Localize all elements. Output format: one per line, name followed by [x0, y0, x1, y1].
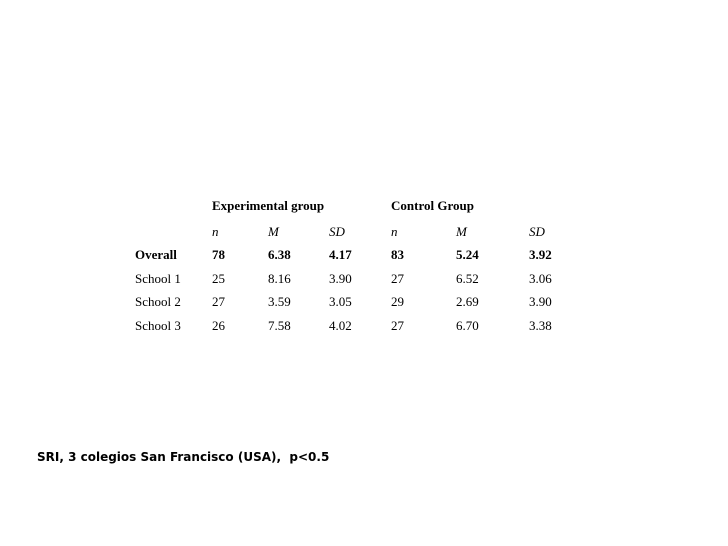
column-header: n	[212, 224, 219, 239]
table-cell: 25	[212, 271, 225, 286]
table-cell: 29	[391, 294, 404, 309]
group-header-experimental: Experimental group	[212, 198, 325, 213]
table-cell: 27	[391, 318, 404, 333]
table-cell: 27	[212, 294, 225, 309]
row-label: School 2	[135, 294, 181, 309]
table-cell: 4.02	[329, 318, 352, 333]
table-cell: 3.90	[529, 294, 552, 309]
table-cell: 78	[212, 247, 225, 262]
source-footnote: SRI, 3 colegios San Francisco (USA), p<0.5	[37, 450, 330, 464]
table-cell: 2.69	[456, 294, 479, 309]
table-cell: 4.17	[329, 247, 352, 262]
column-header: SD	[329, 224, 345, 239]
table-cell: 3.05	[329, 294, 352, 309]
column-header: SD	[529, 224, 545, 239]
table-cell: 5.24	[456, 247, 479, 262]
column-header: M	[268, 224, 279, 239]
table-cell: 6.38	[268, 247, 291, 262]
table-cell: 3.90	[329, 271, 352, 286]
row-label: Overall	[135, 247, 177, 262]
table-cell: 3.92	[529, 247, 552, 262]
table-cell: 27	[391, 271, 404, 286]
table-cell: 83	[391, 247, 404, 262]
column-header: n	[391, 224, 398, 239]
row-label: School 1	[135, 271, 181, 286]
row-label: School 3	[135, 318, 181, 333]
table-cell: 7.58	[268, 318, 291, 333]
table-cell: 3.06	[529, 271, 552, 286]
table-cell: 3.59	[268, 294, 291, 309]
table-cell: 26	[212, 318, 225, 333]
group-header-control: Control Group	[391, 198, 474, 213]
table-cell: 6.70	[456, 318, 479, 333]
table-cell: 3.38	[529, 318, 552, 333]
column-header: M	[456, 224, 467, 239]
table-cell: 6.52	[456, 271, 479, 286]
table-cell: 8.16	[268, 271, 291, 286]
